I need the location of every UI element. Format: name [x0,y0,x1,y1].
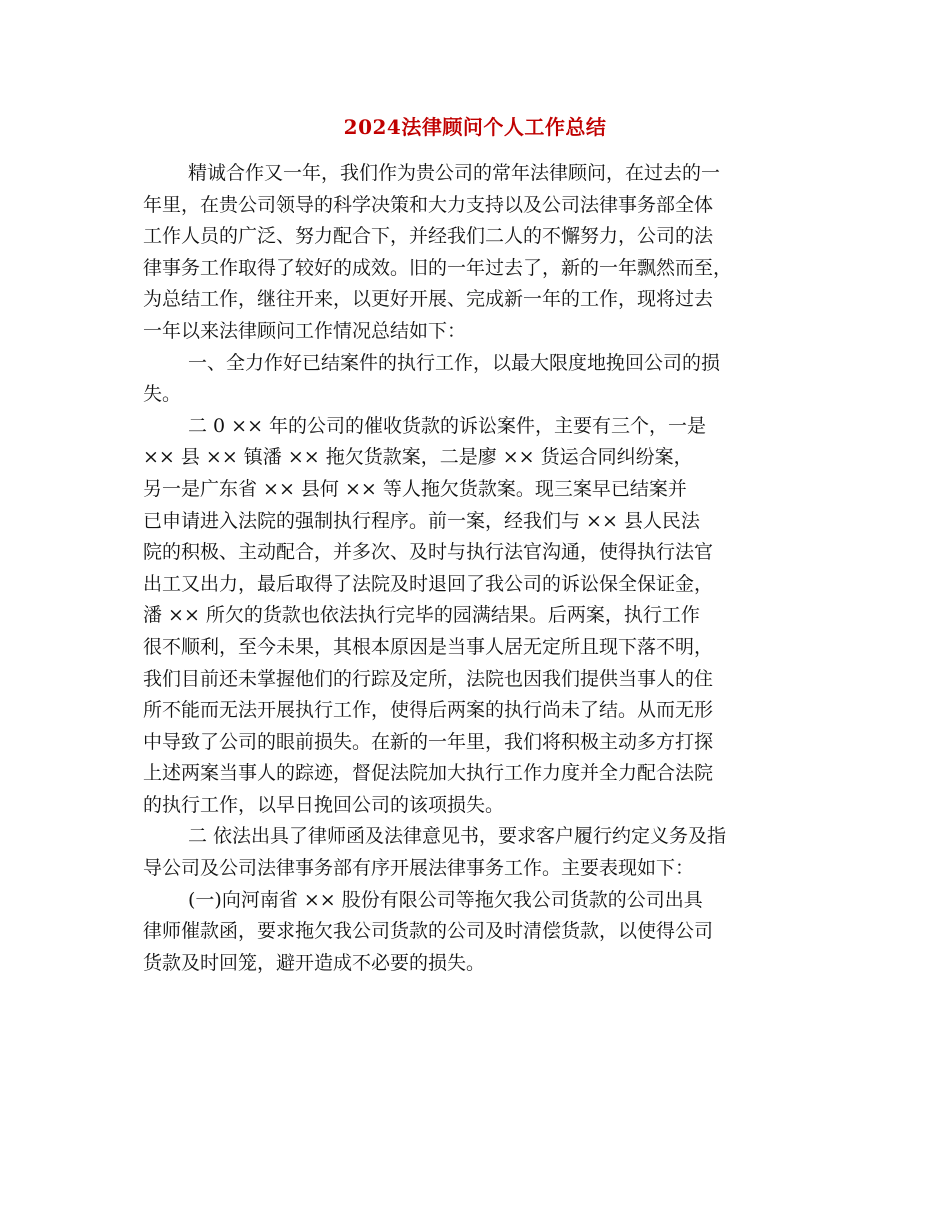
text-line: 工作人员的广泛、努力配合下，并经我们二人的不懈努力，公司的法 [143,225,714,248]
text-line: 我们目前还未掌握他们的行踪及定所，法院也因我们提供当事人的住 [143,667,714,690]
text-line: 为总结工作，继往开来，以更好开展、完成新一年的工作，现将过去 [143,288,714,311]
text-line: 的执行工作，以早日挽回公司的该项损失。 [143,793,505,816]
text-line: 潘 ×× 所欠的货款也依法执行完毕的园满结果。后两案，执行工作 [143,604,700,627]
text-line: 精诚合作又一年，我们作为贵公司的常年法律顾问，在过去的一 [188,162,721,184]
text-line: 上述两案当事人的踪迹，督促法院加大执行工作力度并全力配合法院 [143,762,714,785]
text-line: ×× 县 ×× 镇潘 ×× 拖欠货款案，二是廖 ×× 货运合同纠纷案， [143,446,693,469]
text-line: 一年以来法律顾问工作情况总结如下： [143,319,467,342]
text-line: 很不顺利，至今未果，其根本原因是当事人居无定所且现下落不明， [143,635,714,658]
text-line: 律师催款函，要求拖欠我公司货款的公司及时清偿货款，以使得公司 [143,920,714,943]
document-body [143,158,815,979]
text-line: 货款及时回笼，避开造成不必要的损失。 [143,951,486,974]
text-line: 另一是广东省 ×× 县何 ×× 等人拖欠货款案。现三案早已结案并 [143,477,687,500]
document-title: 2024法律顾问个人工作总结 [343,115,607,139]
text-line: 院的积极、主动配合，并多次、及时与执行法官沟通，使得执行法官 [143,541,714,564]
text-line: 中导致了公司的眼前损失。在新的一年里，我们将积极主动多方打探 [143,730,714,753]
text-line: 一、全力作好已结案件的执行工作，以最大限度地挽回公司的损 [188,351,721,374]
text-line: 二 0 ×× 年的公司的催收货款的诉讼案件，主要有三个，一是 [188,414,707,437]
text-line: 年里，在贵公司领导的科学决策和大力支持以及公司法律事务部全体 [143,193,714,216]
text-line: 失。 [143,383,182,406]
text-line: (一)向河南省 ×× 股份有限公司等拖欠我公司货款的公司出具 [188,888,703,911]
text-line: 律事务工作取得了较好的成效。旧的一年过去了，新的一年飘然而至， [143,256,733,279]
text-line: 出工又出力，最后取得了法院及时退回了我公司的诉讼保全保证金， [143,572,714,595]
text-line: 已申请进入法院的强制执行程序。前一案，经我们与 ×× 县人民法 [143,509,700,532]
text-line: 所不能而无法开展执行工作，使得后两案的执行尚未了结。从而无形 [143,699,714,722]
text-line: 二 依法出具了律师函及法律意见书，要求客户履行约定义务及指 [188,825,727,848]
text-line: 导公司及公司法律事务部有序开展法律事务工作。主要表现如下： [143,857,695,880]
